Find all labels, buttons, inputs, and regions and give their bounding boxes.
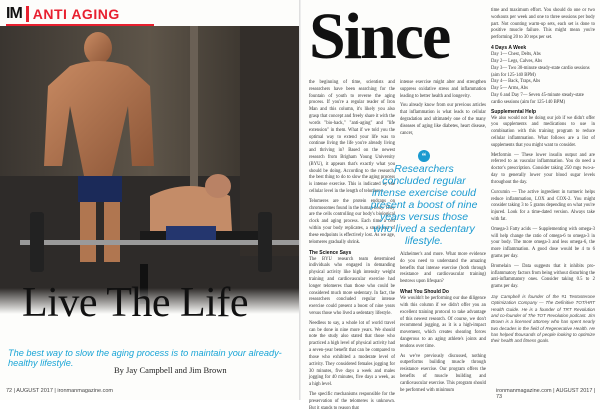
paragraph: Needless to say, a whole lot of world travel can be done in nine more years. We should note the study also stated that those who practiced a high level of physical activity had a seven-year benefit that can be compared to those who exhibited a moderate level of activity. They considered females jogging for 30 minutes, five days a week and males jogging for 40 minutes, five days a week, as a high level. <box>309 320 395 388</box>
paragraph: the beginning of time, scientists and researchers have been searching for the fountain of youth to reverse the aging process. If you're a regular reader of Iron Man and this column, it's likely you also grasp that concept and freely share it with the words "bio-hack," "anti-aging" and "life extension" in them. What if we told you the optimal way to extend your life was to continue living the life you're already living and thriving in? Based on the newest research from Brigham Young University (BYU), it appears that's exactly what you should be doing. According to the research, the best thing to do to slow the aging process is intense exercise. This is indicated by the cellular level in the length of telomeres. <box>309 80 395 194</box>
column-2-top <box>400 80 486 144</box>
hero-photo <box>0 26 300 314</box>
paragraph: Metformin — These lower insulin output and are referred to as vascular inflammation. You do need a doctor's prescription. Consider taking 250 mgs two-a-day to generally lower your blood sugar levels throughout the day. <box>491 152 595 185</box>
paragraph: time and maximum effort. You should do one or two workouts per week and one to three sessions per body part. Not counting warm-up sets, each set is done to positive muscle failure. This might mean you're performing 20 to 30 reps per set. <box>491 8 595 41</box>
magazine-logo: IM <box>6 5 22 22</box>
drop-headline: Since <box>309 0 450 73</box>
paragraph: intense exercise might alter and strengthen suppress oxidative stress and inflammation leading to better health and longevity. <box>400 80 486 99</box>
column-3 <box>491 8 595 384</box>
paragraph: Bromelain — Data suggests that it inhibits pro-inflammatory factors from being without disturbing the anti-inflammatory ones. Consider taking 0.5 to 2 grams per day. <box>491 263 595 290</box>
column-2-bottom <box>400 252 486 393</box>
paragraph: Telomeres are the protein endcaps on chromosomes found in the human body. They are the cells controlling our body's biological clock and aging process. Each time a cell within your body replicates, a small part of these endpoints is effectively lost. As we age, telomeres gradually shrink. <box>309 198 395 245</box>
paragraph: You already know from our previous articles that inflammation is what leads to cellular degradation and ultimately one of the many diseases of aging like diabetes, heart disease, cancer, <box>400 103 486 136</box>
author-bio: Jay Campbell is founder of the #1 Testosterone Optimization Company — The Definitive TOT/HRT Health Guide. He is a founder of TRT Revolution and co-founder of The TOT Revolution podcast. Jim Brown is a licensed attorney who has spent nearly two decades in the field of Regenerative Health. He has helped thousands of people looking to optimize their health and fitness goals. <box>491 294 595 344</box>
paragraph: Curcumin — The active ingredient in turmeric helps reduce inflammation, LOX and COX-2. You might consider taking 3 to 5 grams depending on what you're injured. Look for a time-dated version. Always take with fat. <box>491 189 595 222</box>
subhead: The Science Says <box>309 249 352 256</box>
paragraph: Alzheimer's and more. What more evidence do you need to understand the amazing benefits that intense exercise (both through resistance and cardiovascular training) bestows upon lifespan? <box>400 252 486 285</box>
list-item: Day 2— Legs, Calves, Abs <box>491 58 543 64</box>
subhead: 4 Days A Week <box>491 45 527 52</box>
quote-icon: “ <box>418 150 430 162</box>
day-list <box>491 52 595 107</box>
paragraph: As we've previously discussed, nothing outperforms building muscle through resistance exercise. Our program offers the benefits of muscle building and cardiovascular exercise. This program should be performed with minimum <box>400 353 486 393</box>
header-divider <box>26 6 29 22</box>
pull-quote <box>370 150 478 248</box>
byline: By Jay Campbell and Jim Brown <box>114 365 227 375</box>
paragraph: The BYU research team determined individuals who engaged in demanding physical activity like high intensity weight training and cardiovascular exercise had longer telomeres than those who could be considered much more sedentary. In fact, the researchers concluded regular intense exercise could present a boost of nine years versus those who lived a sedentary lifestyle. <box>309 256 395 316</box>
list-item: Day 4— Back, Traps, Abs <box>491 79 541 85</box>
left-folio: 72 | AUGUST 2017 | ironmanmagazine.com <box>6 388 114 394</box>
page-gutter <box>299 0 301 400</box>
paragraph: The specific mechanisms responsible for the preservation of the telomeres is unknown. But it stands to reason that <box>309 391 395 411</box>
article-dek: The best way to slow the aging process is to maintain your already-healthy lifestyle. <box>8 348 282 368</box>
subhead: What You Should Do <box>400 289 449 296</box>
paragraph: We also would not be doing our job if we didn't offer you supplements and medications to use in combination with this training program to reduce cellular inflammation. What follows are a list of supplements that you might want to consider. <box>491 115 595 148</box>
section-header <box>6 3 120 25</box>
pull-quote-text: Researchers concluded regular intense exercise could present a boost of nine years versus those who lived a sedentary lifestyle. <box>370 163 478 247</box>
list-item: Day 3— Two 30-minute steady-state cardio sessions (aim for 125-140 BPM) <box>491 65 590 78</box>
list-item: Day 5— Arms, Abs <box>491 86 528 92</box>
list-item: Day 1— Chest, Delts, Abs <box>491 52 541 58</box>
section-title: ANTI AGING <box>32 6 120 22</box>
paragraph: We wouldn't be performing our due diligence with this column if we didn't offer you an excellent training protocol to take advantage of this newest research. Of course, we don't recommend jogging, as it is a high-impact movement, which creates shearing forces dangerous to an aging athlete's joints and tendons over time. <box>400 296 486 349</box>
list-item: Day 6 and Day 7— Seven 45-minute steady-state cardio sessions (aim for 125-140 BPM) <box>491 92 584 105</box>
article-title: Live The Life <box>22 280 248 326</box>
paragraph: Omega-3 Fatty acids — Supplementing with omega-3 will help change the ratio of omega-6 to omega-3 in your body. The more omega-3 and less omega-6, the more inflammation. A good dose would be 4 to 6 grams per day. <box>491 226 595 259</box>
subhead: Supplemental Help <box>491 108 537 115</box>
right-folio: ironmanmagazine.com | AUGUST 2017 | 73 <box>496 388 596 400</box>
